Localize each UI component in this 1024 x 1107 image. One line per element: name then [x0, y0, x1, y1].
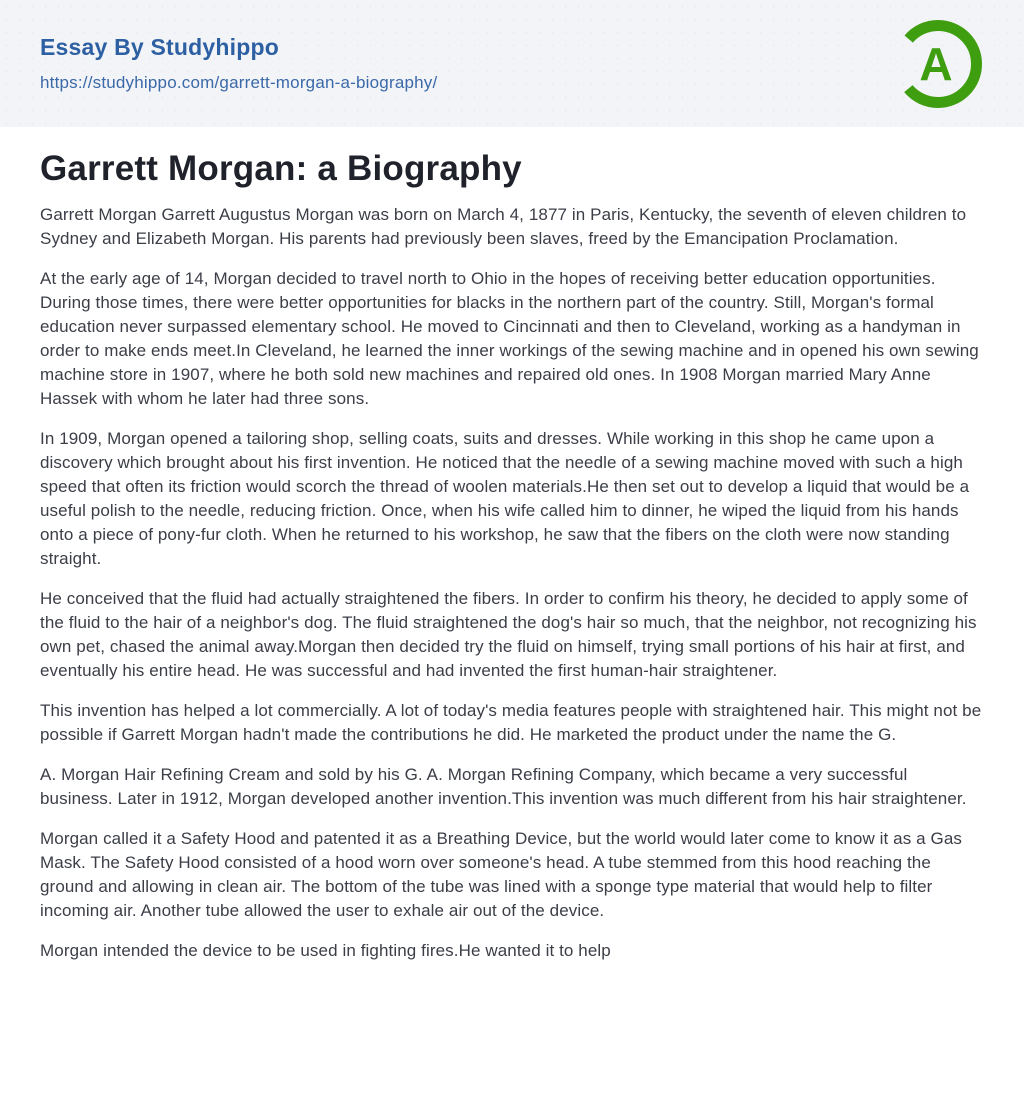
essay-url-link[interactable]: https://studyhippo.com/garrett-morgan-a-biography/ — [40, 73, 438, 92]
paragraph-5: This invention has helped a lot commercially. A lot of today's media features people with straightened hair. This might not be possible if Garrett Morgan hadn't made the contributions he did. He marketed the product under the name the G. — [40, 701, 982, 744]
paragraph-7: Morgan called it a Safety Hood and patented it as a Breathing Device, but the world would later come to know it as a Gas Mask. The Safety Hood consisted of a hood worn over someone's head. A tube stemmed from this hood reaching the ground and allowing in clean air. The bottom of the tube was lined with a sponge type material that would help to filter incoming air. Another tube allowed the user to exhale air out of the device. — [40, 829, 963, 920]
logo-letter: A — [919, 37, 953, 90]
paragraph-3: In 1909, Morgan opened a tailoring shop, selling coats, suits and dresses. While working in this shop he came upon a discovery which brought about his first invention. He noticed that the needle of a sewing machine moved with such a high speed that often its friction would scorch the thread of woolen materials.He then set out to develop a liquid that would be a useful polish to the needle, reducing friction. Once, when his wife called him to dinner, he wiped the liquid from his hands onto a piece of pony-fur cloth. When he returned to his workshop, he saw that the fibers on the cloth were now standing straight. — [40, 429, 970, 568]
header-text-block — [40, 34, 437, 93]
page-title: Garrett Morgan: a Biography — [40, 149, 522, 188]
paragraph-1: Garrett Morgan Garrett Augustus Morgan was born on March 4, 1877 in Paris, Kentucky, the seventh of eleven children to Sydney and Elizabeth Morgan. His parents had previously been slaves, freed by the Emancipation Proclamation. — [40, 205, 967, 248]
header — [0, 0, 1024, 127]
site-label: Essay By Studyhippo — [40, 34, 279, 60]
essay-article — [0, 127, 1024, 963]
paragraph-2: At the early age of 14, Morgan decided to travel north to Ohio in the hopes of receiving better education opportunities. During those times, there were better opportunities for blacks in the northern part of the country. Still, Morgan's formal education never surpassed elementary school. He moved to Cincinnati and then to Cleveland, working as a handyman in order to make ends meet.In Cleveland, he learned the inner workings of the sewing machine and in opened his own sewing machine store in 1907, where he both sold new machines and repaired old ones. In 1908 Morgan married Mary Anne Hassek with whom he later had three sons. — [40, 269, 979, 408]
studyhippo-logo-icon — [892, 18, 984, 110]
paragraph-6: A. Morgan Hair Refining Cream and sold by his G. A. Morgan Refining Company, which became a very successful business. Later in 1912, Morgan developed another invention.This invention was much different from his hair straightener. — [40, 765, 967, 808]
paragraph-8: Morgan intended the device to be used in fighting fires.He wanted it to help — [40, 941, 611, 960]
paragraph-4: He conceived that the fluid had actually straightened the fibers. In order to confirm his theory, he decided to apply some of the fluid to the hair of a neighbor's dog. The fluid straightened the dog's hair so much, that the neighbor, not recognizing his own pet, chased the animal away.Morgan then decided try the fluid on himself, trying small portions of his hair at first, and eventually his entire head. He was successful and had invented the first human-hair straightener. — [40, 589, 977, 680]
